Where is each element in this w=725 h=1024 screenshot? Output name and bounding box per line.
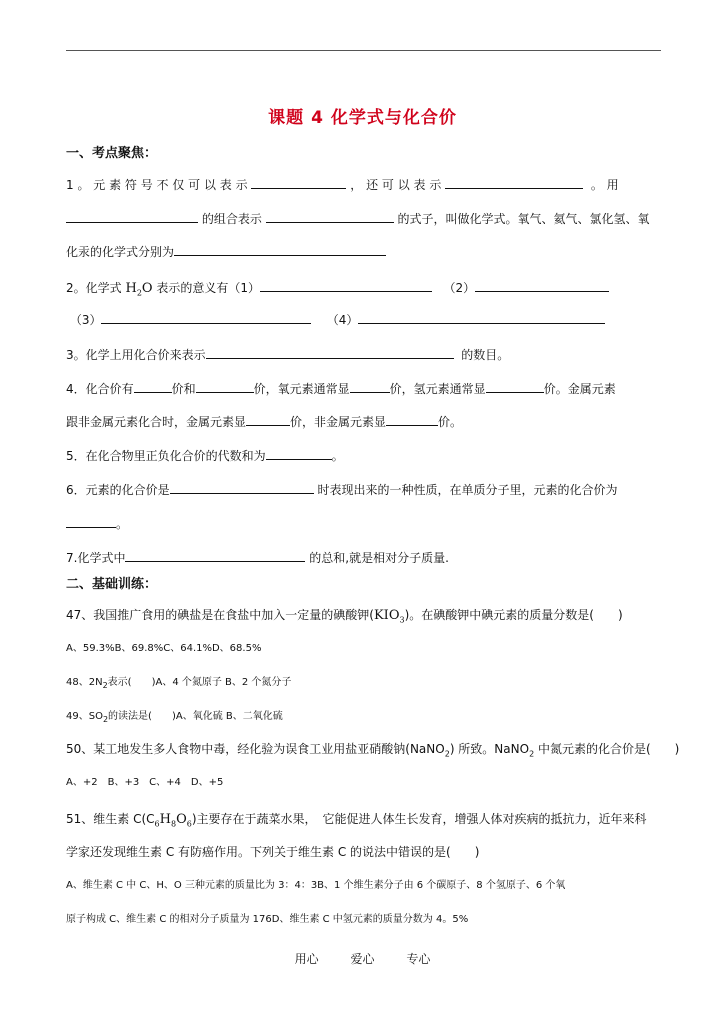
blank[interactable] (170, 481, 314, 494)
section-heading-1: 一、考点聚焦： (66, 146, 158, 161)
question-4-line-1: 4．化合价有 价和 价，氧元素通常显 价，氢元素通常显 价。金属元素 (66, 382, 616, 396)
question-1-line-1: 1 。 元 素 符 号 不 仅 可 以 表 示 ， 还 可 以 表 示 。 用 (66, 178, 619, 192)
question-7: 7.化学式中 的总和,就是相对分子质量. (66, 551, 449, 565)
question-51-line-3: A、维生素 C 中 C、H、O 三种元素的质量比为 3：4：3B、1 个维生素分子由 6 个碳原子、8 个氢原子、6 个氧 (66, 880, 566, 891)
blank[interactable] (475, 279, 609, 292)
blank[interactable] (66, 210, 198, 223)
blank[interactable] (350, 380, 390, 393)
question-1-line-3: 化汞的化学式分别为 (66, 243, 386, 260)
blank[interactable] (486, 380, 544, 393)
formula-c6h8o6: $_6H_8O_6$ (154, 812, 192, 829)
question-2-line-2: （3） （4） (66, 311, 605, 328)
blank[interactable] (196, 380, 254, 393)
question-48: 48、$2N_2$表示( )A、4 个氮原子 B、2 个氮分子 (66, 677, 292, 690)
blank[interactable] (358, 311, 605, 324)
blank[interactable] (246, 413, 290, 426)
blank[interactable] (386, 413, 438, 426)
question-49: 49、$SO_2$的读法是( )A、氧化硫 B、二氧化硫 (66, 711, 283, 724)
page-title: 课题 4 化学式与化合价 (268, 108, 457, 128)
blank[interactable] (251, 176, 346, 189)
page-footer: 用心 爱心 专心 (294, 952, 431, 966)
question-50-options: A、+2 B、+3 C、+4 D、+5 (66, 777, 224, 788)
question-1-line-2: 的组合表示 的式子，叫做化学式。氧气、氦气、氯化氢、氧 (66, 210, 650, 227)
blank[interactable] (174, 243, 386, 256)
question-51-line-2: 学家还发现维生素 C 有防癌作用。下列关于维生素 C 的说法中错误的是( ) (66, 845, 480, 859)
question-6-line-1: 6．元素的化合价是 时表现出来的一种性质，在单质分子里，元素的化合价为 (66, 483, 618, 497)
blank[interactable] (101, 311, 311, 324)
blank[interactable] (66, 515, 116, 528)
question-6-line-2: 。 (66, 515, 128, 532)
formula-h2o: $H_2O$ (125, 281, 153, 298)
question-4-line-2: 跟非金属元素化合时，金属元素显 价，非金属元素显 价。 (66, 415, 463, 429)
blank[interactable] (125, 549, 305, 562)
question-47-options: A、59.3%B、69.8%C、64.1%D、68.5% (66, 643, 262, 654)
question-50: 50、某工地发生多人食物中毒，经化验为误食工业用盐亚硝酸钠(NaNO$_2$) 所致。NaNO$_2$ 中氮元素的化合价是( ) (66, 742, 680, 759)
question-2-line-1: 2。化学式 $H_2O$ 表示的意义有（1） （2） (66, 279, 609, 302)
question-5: 5．在化合物里正负化合价的代数和为 。 (66, 449, 344, 463)
question-51-line-4: 原子构成 C、维生素 C 的相对分子质量为 176D、维生素 C 中氢元素的质量分数为 4。5% (66, 914, 469, 925)
blank[interactable] (266, 210, 394, 223)
question-47: 47、我国推广食用的碘盐是在食盐中加入一定量的碘酸钾$(KIO_3)$。在碘酸钾中碘元素的质量分数是( ) (66, 608, 623, 625)
blank[interactable] (134, 380, 172, 393)
blank[interactable] (266, 447, 332, 460)
formula-kio3: $KIO_3$ (373, 608, 405, 625)
section-heading-2: 二、基础训练： (66, 577, 158, 592)
blank[interactable] (206, 346, 454, 359)
question-51-line-1: 51、维生素 $C(C_6H_8O_6)$主要存在于蔬菜水果， 它能促进人体生长发育，增强人体对疾病的抵抗力，近年来科 (66, 812, 647, 829)
header-rule (66, 50, 661, 51)
blank[interactable] (260, 279, 432, 292)
question-3: 3。化学上用化合价来表示 的数目。 (66, 348, 510, 362)
blank[interactable] (445, 176, 583, 189)
